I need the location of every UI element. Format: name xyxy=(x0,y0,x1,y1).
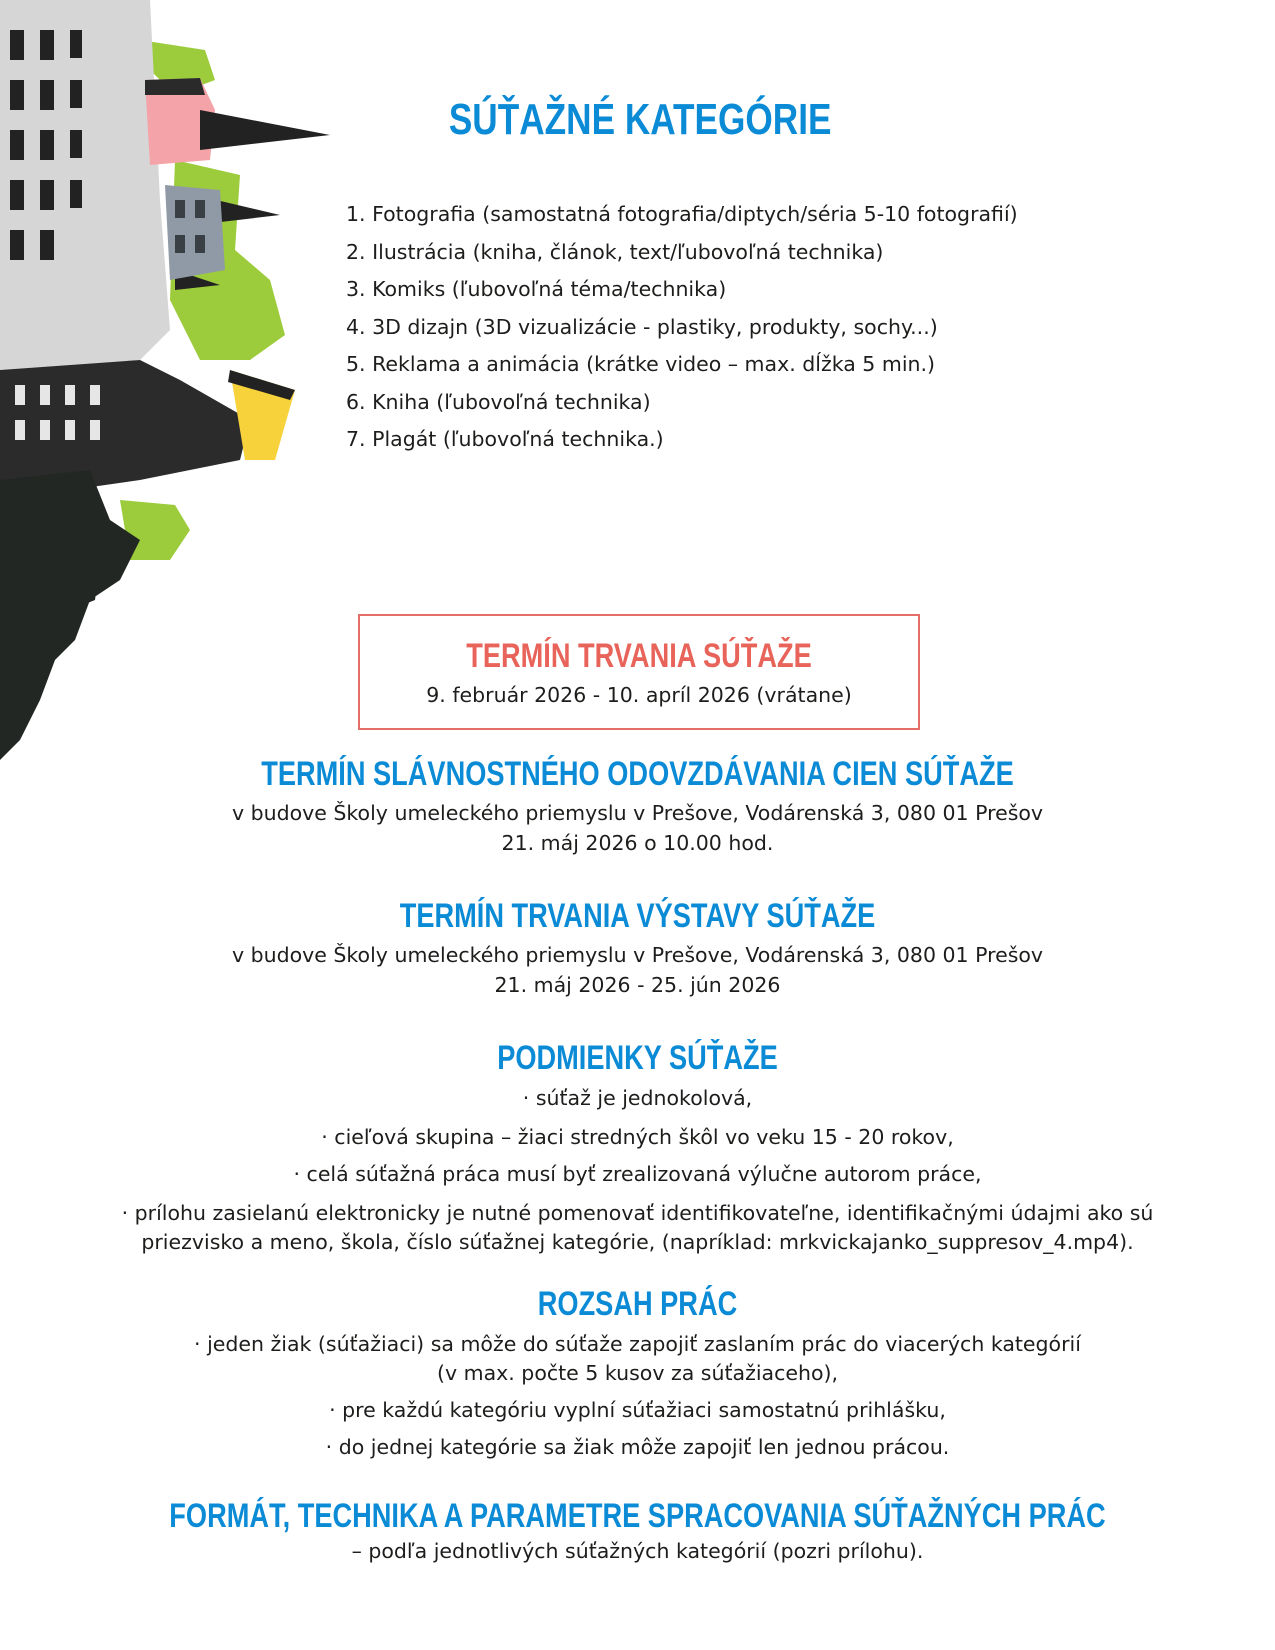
format-section xyxy=(0,1496,1275,1566)
exhibition-date: 21. máj 2026 - 25. jún 2026 xyxy=(494,973,781,997)
category-item: 5. Reklama a animácia (krátke video – max. dĺžka 5 min.) xyxy=(346,352,936,376)
conditions-heading: PODMIENKY SÚŤAŽE xyxy=(497,1039,778,1077)
scope-section xyxy=(0,1284,1275,1462)
competition-duration-box xyxy=(358,614,920,730)
scope-item: · do jednej kategórie sa žiak môže zapojiť len jednou prácou. xyxy=(325,1435,950,1459)
scope-item: · jeden žiak (súťažiaci) sa môže do súťaže zapojiť zaslaním prác do viacerých kategórií xyxy=(194,1332,1081,1356)
categories-list xyxy=(346,196,1018,459)
duration-dates: 9. február 2026 - 10. apríl 2026 (vrátane) xyxy=(426,683,852,707)
format-text: – podľa jednotlivých súťažných kategórií (pozri prílohu). xyxy=(351,1539,924,1563)
exhibition-heading: TERMÍN TRVANIA VÝSTAVY SÚŤAŽE xyxy=(399,897,876,935)
category-item: 4. 3D dizajn (3D vizualizácie - plastiky, produkty, sochy...) xyxy=(346,314,938,339)
awards-heading: TERMÍN SLÁVNOSTNÉHO ODOVZDÁVANIA CIEN SÚŤAŽE xyxy=(261,755,1014,793)
condition-item: priezvisko a meno, škola, číslo súťažnej kategórie, (napríklad: mrkvickajanko_suppresov_4.mp4). xyxy=(141,1230,1134,1254)
category-item: 3. Komiks (ľubovoľná téma/technika) xyxy=(346,277,727,301)
category-item: 1. Fotografia (samostatná fotografia/diptych/séria 5-10 fotografií) xyxy=(346,202,1018,226)
building-illustration xyxy=(0,0,340,760)
awards-section xyxy=(0,754,1275,858)
awards-place: v budove Školy umeleckého priemyslu v Prešove, Vodárenská 3, 080 01 Prešov xyxy=(231,801,1044,825)
condition-item: · prílohu zasielanú elektronicky je nutné pomenovať identifikovateľne, identifikačnými údajmi ako sú xyxy=(121,1201,1154,1225)
scope-heading: ROZSAH PRÁC xyxy=(537,1285,738,1323)
condition-item: · súťaž je jednokolová, xyxy=(522,1086,753,1110)
format-heading: FORMÁT, TECHNIKA A PARAMETRE SPRACOVANIA SÚŤAŽNÝCH PRÁC xyxy=(169,1497,1106,1535)
conditions-section xyxy=(0,1038,1275,1257)
categories-heading xyxy=(340,94,940,146)
exhibition-place: v budove Školy umeleckého priemyslu v Prešove, Vodárenská 3, 080 01 Prešov xyxy=(231,943,1044,967)
category-item: 2. Ilustrácia (kniha, článok, text/ľubovoľná technika) xyxy=(346,239,884,264)
category-item: 6. Kniha (ľubovoľná technika) xyxy=(346,389,651,414)
duration-heading: TERMÍN TRVANIA SÚŤAŽE xyxy=(466,637,812,675)
scope-item: (v max. počte 5 kusov za súťažiaceho), xyxy=(436,1361,839,1385)
condition-item: · cieľová skupina – žiaci stredných škôl vo veku 15 - 20 rokov, xyxy=(321,1125,954,1149)
scope-item: · pre každú kategóriu vyplní súťažiaci samostatnú prihlášku, xyxy=(329,1398,946,1422)
awards-date: 21. máj 2026 o 10.00 hod. xyxy=(501,831,774,855)
exhibition-section xyxy=(0,896,1275,1000)
category-item: 7. Plagát (ľubovoľná technika.) xyxy=(346,427,664,451)
categories-heading-text: SÚŤAŽNÉ KATEGÓRIE xyxy=(448,95,832,144)
condition-item: · celá súťažná práca musí byť zrealizovaná výlučne autorom práce, xyxy=(293,1162,982,1186)
